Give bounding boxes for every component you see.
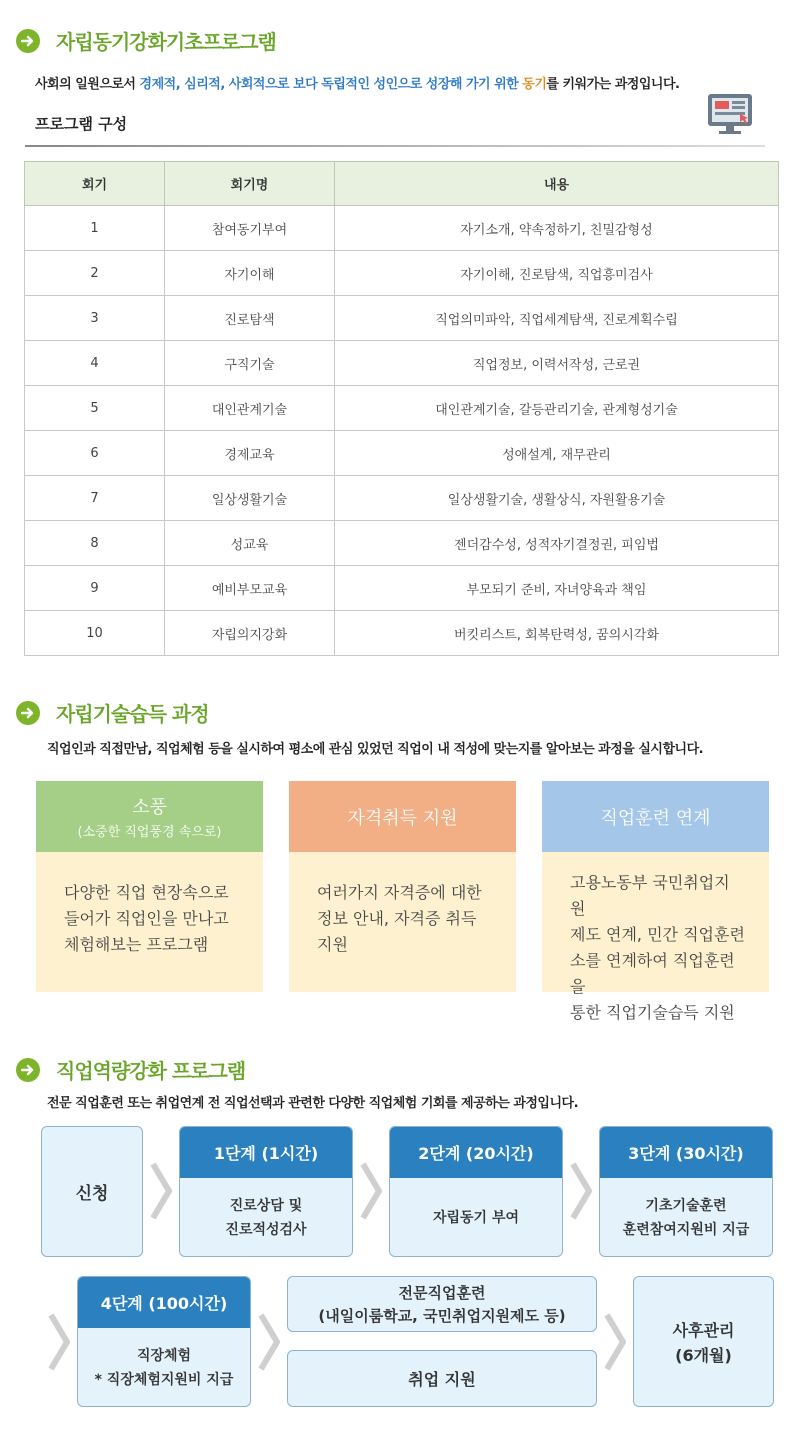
section1-header <box>16 26 276 55</box>
card-header <box>289 781 516 852</box>
header-content: 내용 <box>335 162 779 206</box>
card-body <box>36 852 263 992</box>
section2-description: 직업인과 직접만남, 직업체험 등을 실시하여 평소에 관심 있었던 직업이 내 적성에 맞는지를 알아보는 과정을 실시합니다. <box>47 742 704 757</box>
session-number: 6 <box>25 431 165 476</box>
arrow-right-icon <box>16 701 40 725</box>
session-number: 8 <box>25 521 165 566</box>
table-row <box>25 566 779 611</box>
job-support-box <box>287 1350 597 1407</box>
card-body <box>289 852 516 992</box>
session-content: 젠더감수성, 성적자기결정권, 피임법 <box>335 521 779 566</box>
card-certificate <box>289 781 516 992</box>
aftercare-line: (6개월) <box>675 1345 732 1365</box>
session-content: 성애설계, 재무관리 <box>335 431 779 476</box>
session-number: 2 <box>25 251 165 296</box>
card-line: 여러가지 자격증에 대한 <box>317 883 482 902</box>
chevron-right-icon <box>604 1313 626 1371</box>
session-name: 경제교육 <box>165 431 335 476</box>
section2-header <box>16 698 209 727</box>
card-line: 제도 연계, 민간 직업훈련 <box>570 925 745 944</box>
session-name: 성교육 <box>165 521 335 566</box>
step4-body <box>78 1328 250 1407</box>
step2-header: 2단계 (20시간) <box>390 1127 562 1178</box>
session-name: 대인관계기술 <box>165 386 335 431</box>
apply-label: 신청 <box>75 1184 109 1204</box>
professional-training-box <box>287 1276 597 1332</box>
step4-line: 직장체험 <box>136 1348 192 1364</box>
chevron-right-icon <box>360 1162 382 1220</box>
card-header <box>36 781 263 852</box>
aftercare-box <box>633 1276 774 1407</box>
session-number: 9 <box>25 566 165 611</box>
session-name: 자립의지강화 <box>165 611 335 656</box>
chevron-right-icon <box>570 1162 592 1220</box>
card-header <box>542 781 769 852</box>
program-composition-title: 프로그램 구성 <box>35 115 128 133</box>
chevron-right-icon <box>258 1313 280 1371</box>
session-name: 참여동기부여 <box>165 206 335 251</box>
session-content: 자기소개, 약속정하기, 친밀감형성 <box>335 206 779 251</box>
chevron-right-icon <box>150 1162 172 1220</box>
program-table <box>24 161 779 656</box>
card-title: 소풍 <box>132 797 167 818</box>
step1-header: 1단계 (1시간) <box>180 1127 352 1178</box>
job-support-label: 취업 지원 <box>408 1370 476 1389</box>
step4-box <box>77 1276 251 1407</box>
session-name: 예비부모교육 <box>165 566 335 611</box>
step1-line: 진로적성검사 <box>225 1222 307 1238</box>
section2-title: 자립기술습득 과정 <box>56 702 209 726</box>
apply-box <box>41 1126 143 1257</box>
aftercare-body <box>634 1277 773 1407</box>
arrow-right-icon <box>16 29 40 53</box>
aftercare-line: 사후관리 <box>672 1320 735 1340</box>
professional-training-body <box>288 1277 596 1332</box>
session-number: 7 <box>25 476 165 521</box>
card-sopung <box>36 781 263 992</box>
step3-line: 훈련참여지원비 지급 <box>622 1222 750 1238</box>
step3-header: 3단계 (30시간) <box>600 1127 772 1178</box>
card-line: 소를 연계하여 직업훈련을 <box>570 951 735 996</box>
monitor-icon <box>706 92 754 136</box>
session-number: 1 <box>25 206 165 251</box>
card-line: 체험해보는 프로그램 <box>64 935 209 954</box>
session-number: 10 <box>25 611 165 656</box>
session-content: 자기이해, 진로탐색, 직업흥미검사 <box>335 251 779 296</box>
card-training <box>542 781 769 1022</box>
divider <box>25 145 765 147</box>
session-content: 대인관계기술, 갈등관리기술, 관계형성기술 <box>335 386 779 431</box>
header-session: 회기 <box>25 162 165 206</box>
session-number: 5 <box>25 386 165 431</box>
step3-box <box>599 1126 773 1257</box>
step3-body <box>600 1178 772 1257</box>
step1-line: 진로상담 및 <box>229 1198 303 1214</box>
step2-box <box>389 1126 563 1257</box>
step1-box <box>179 1126 353 1257</box>
session-content: 부모되기 준비, 자녀양육과 책임 <box>335 566 779 611</box>
section3-title: 직업역량강화 프로그램 <box>56 1059 246 1083</box>
session-name: 구직기술 <box>165 341 335 386</box>
card-subtitle: (소중한 직업풍경 속으로) <box>77 825 222 840</box>
step3-line: 기초기술훈련 <box>645 1198 727 1214</box>
section3-description: 전문 직업훈련 또는 취업연계 전 직업선택과 관련한 다양한 직업체험 기회를 제공하는 과정입니다. <box>47 1096 579 1111</box>
professional-training-line: (내일이룸학교, 국민취업지원제도 등) <box>318 1307 566 1325</box>
session-name: 진로탐색 <box>165 296 335 341</box>
session-name: 일상생활기술 <box>165 476 335 521</box>
section1-description: 사회의 일원으로서 경제적, 심리적, 사회적으로 보다 독립적인 성인으로 성장해 가기 위한 동기를 키워가는 과정입니다. <box>35 77 680 92</box>
card-line: 고용노동부 국민취업지원 <box>570 873 730 918</box>
session-content: 직업의미파악, 직업세계탐색, 진로계획수립 <box>335 296 779 341</box>
arrow-right-icon <box>16 1058 40 1082</box>
card-line: 정보 안내, 자격증 취득 <box>317 909 477 928</box>
section1-title: 자립동기강화기초프로그램 <box>56 30 276 54</box>
table-row <box>25 476 779 521</box>
step2-body <box>390 1178 562 1257</box>
step4-header: 4단계 (100시간) <box>78 1277 250 1328</box>
card-line: 통한 직업기술습득 지원 <box>570 1003 735 1022</box>
session-content: 버킷리스트, 회복탄력성, 꿈의시각화 <box>335 611 779 656</box>
session-content: 일상생활기술, 생활상식, 자원활용기술 <box>335 476 779 521</box>
table-row <box>25 251 779 296</box>
table-header-row <box>25 162 779 206</box>
chevron-right-icon <box>48 1313 70 1371</box>
header-session-name: 회기명 <box>165 162 335 206</box>
step1-body <box>180 1178 352 1257</box>
section3-header <box>16 1055 245 1084</box>
step2-line: 자립동기 부여 <box>432 1210 520 1226</box>
card-line: 다양한 직업 현장속으로 <box>64 883 229 902</box>
session-content: 직업정보, 이력서작성, 근로권 <box>335 341 779 386</box>
card-line: 지원 <box>317 935 348 954</box>
session-name: 자기이해 <box>165 251 335 296</box>
card-body <box>542 852 769 1022</box>
session-number: 3 <box>25 296 165 341</box>
card-line: 들어가 직업인을 만나고 <box>64 909 229 928</box>
card-title: 자격취득 지원 <box>347 807 458 829</box>
professional-training-line: 전문직업훈련 <box>398 1284 486 1302</box>
card-title: 직업훈련 연계 <box>600 807 711 829</box>
step4-line: * 직장체험지원비 지급 <box>94 1372 234 1388</box>
table-row <box>25 386 779 431</box>
table-row <box>25 296 779 341</box>
table-row <box>25 611 779 656</box>
table-row <box>25 521 779 566</box>
table-row <box>25 431 779 476</box>
table-row <box>25 341 779 386</box>
session-number: 4 <box>25 341 165 386</box>
table-row <box>25 206 779 251</box>
